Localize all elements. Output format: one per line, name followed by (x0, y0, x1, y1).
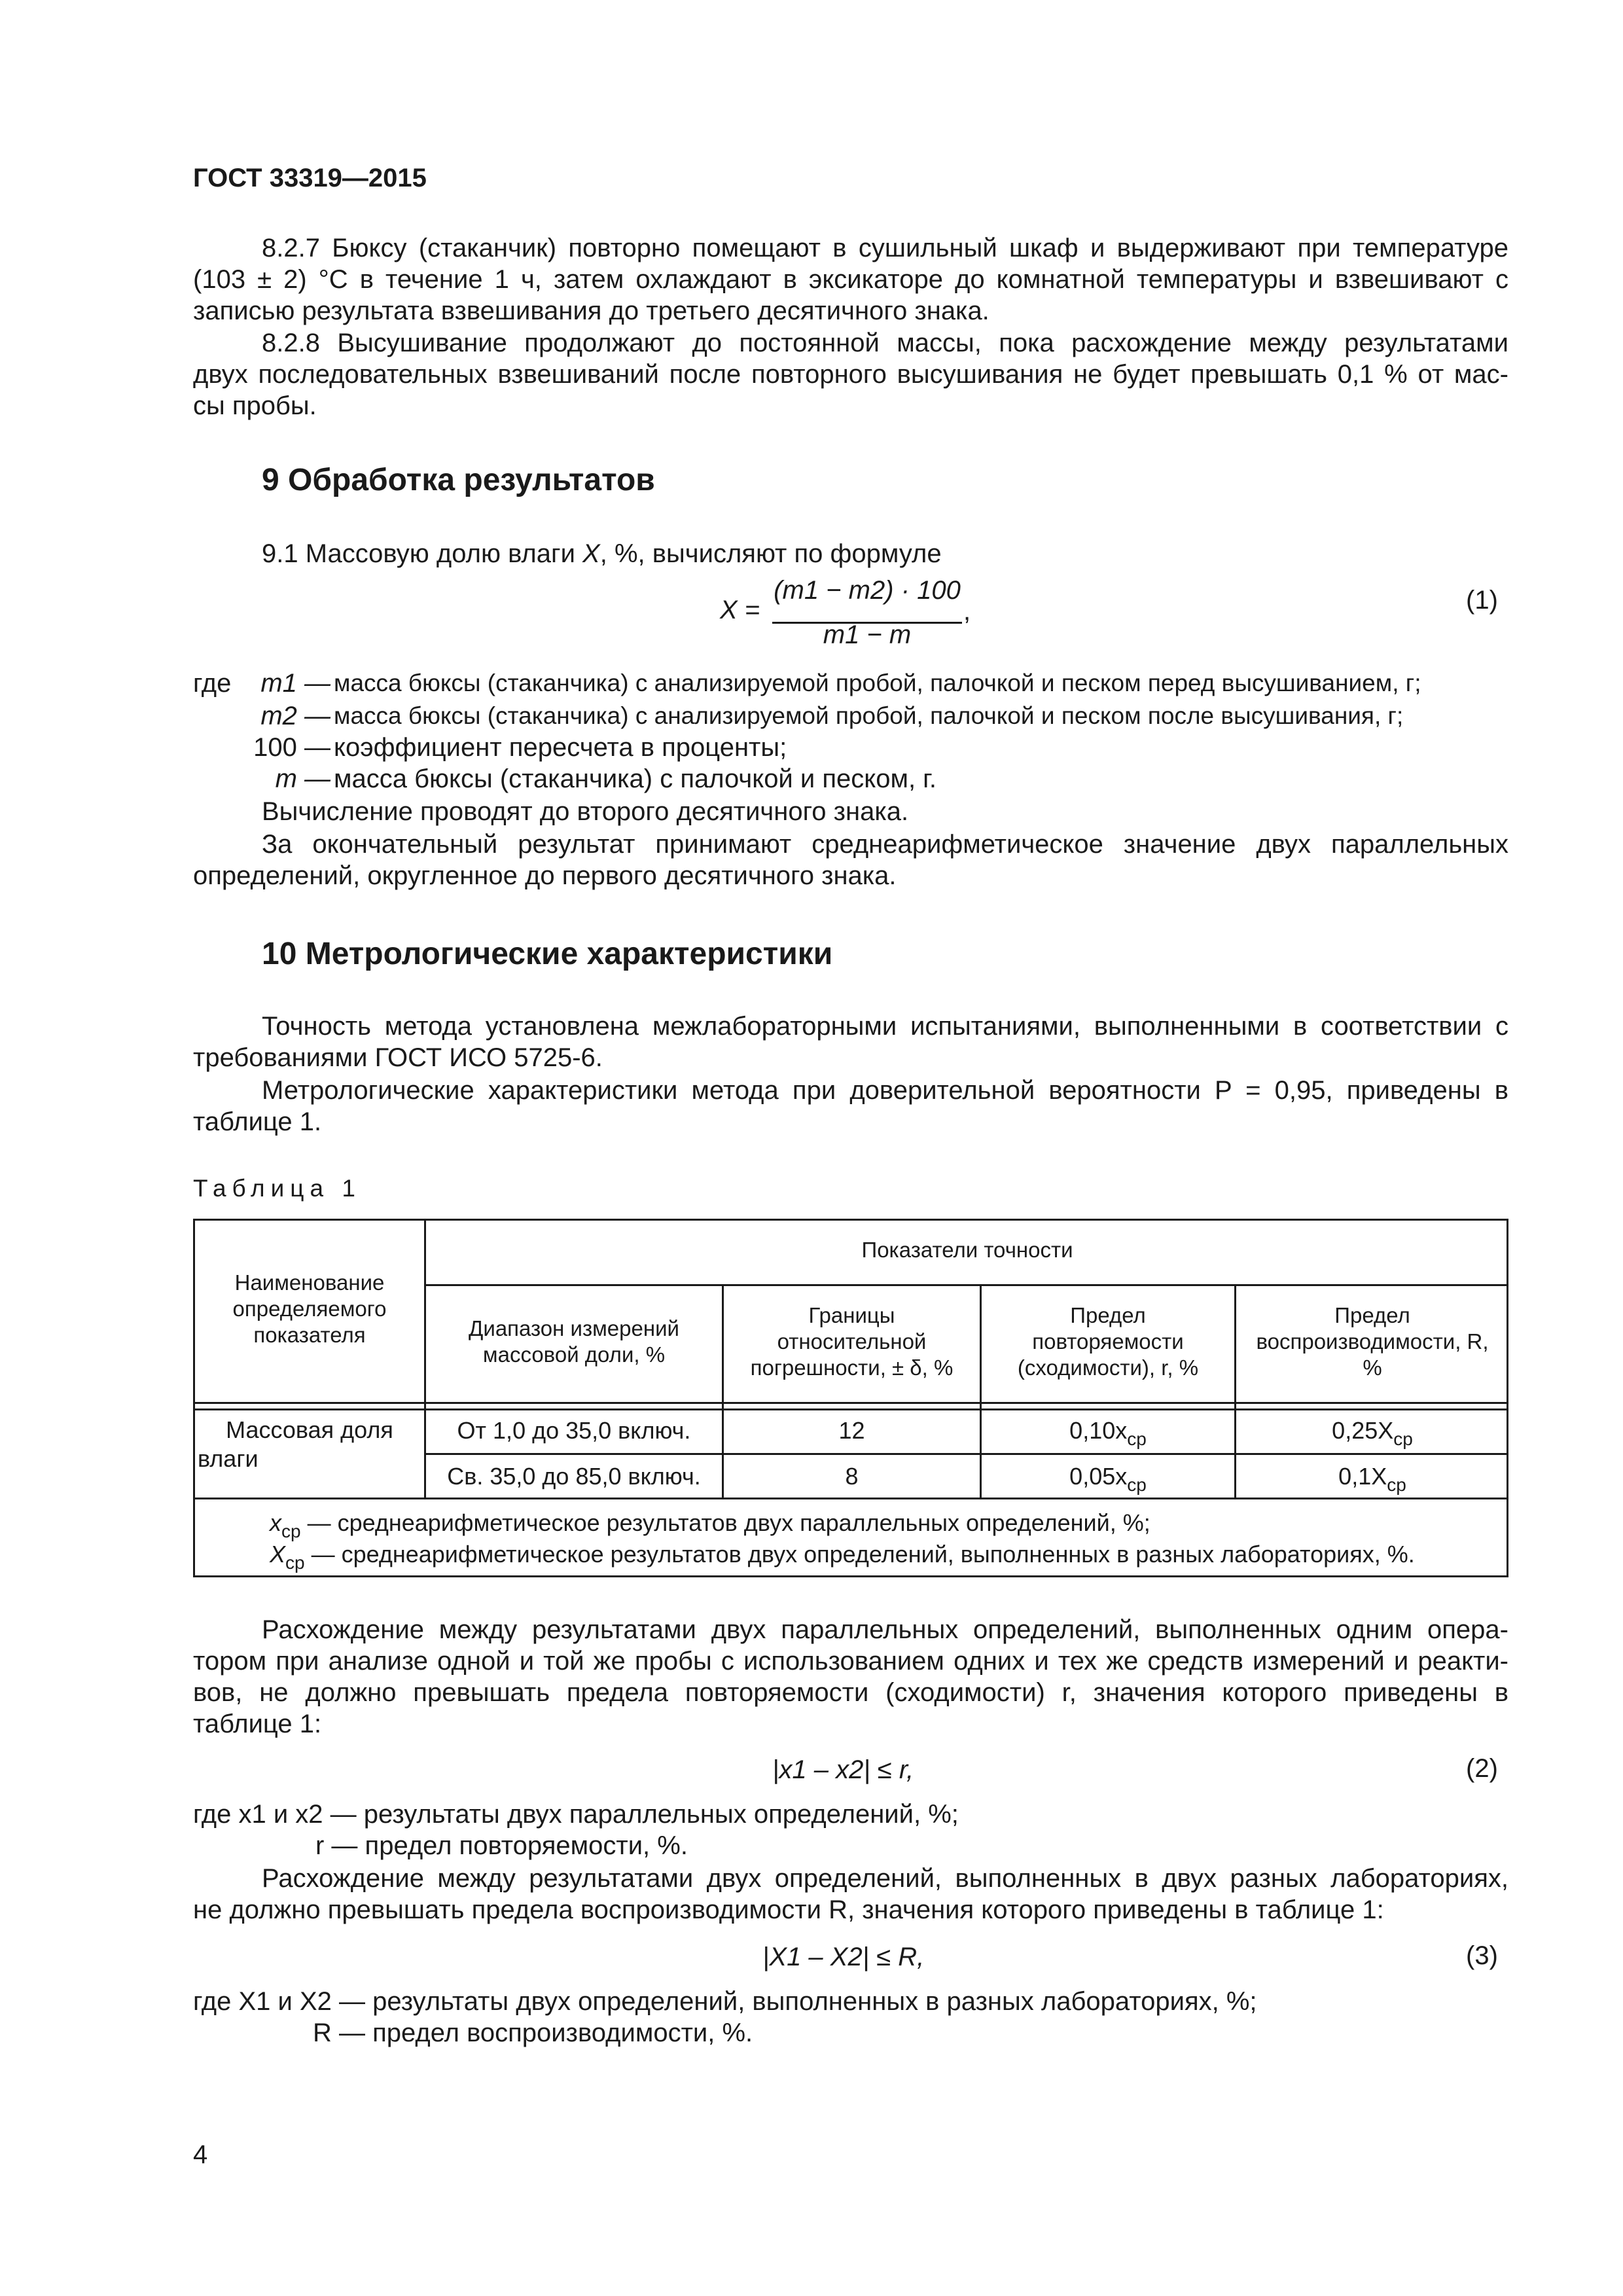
formula-3-where-2: R — предел воспроизводимости, %. (313, 2018, 753, 2047)
page-number: 4 (193, 2140, 208, 2169)
repeat-para-line3: вов, не должно превышать предела повторяемости (сходимости) r, значения которого приведены в (193, 1678, 1508, 1707)
where-text-m1: масса бюксы (стаканчика) с анализируемой пробой, палочкой и песком перед высушиванием, г; (334, 670, 1421, 696)
table-row1-reprod: $0,25X_{ср}$ (1332, 1417, 1413, 1449)
table-hline (193, 1498, 1508, 1499)
sec10-para1-line2: требованиями ГОСТ ИСО 5725-6. (193, 1043, 603, 1072)
section-9-heading: 9 Обработка результатов (262, 463, 655, 497)
table-row1-range: От 1,0 до 35,0 включ. (457, 1417, 691, 1444)
table-col-repeat-header: Предел повторяемости (сходимости), r, % (1017, 1303, 1199, 1380)
where-sym-m: m — (275, 764, 330, 793)
repeat-para-line4: таблице 1: (193, 1710, 322, 1738)
final-result-line2: определений, округленное до первого десятичного знака. (193, 861, 897, 890)
para-828-line3: сы пробы. (193, 391, 317, 420)
where-sym-m2: m2 — (260, 702, 330, 730)
table-note-xcp: $x_{ср}$ — среднеарифметическое результатов двух параллельных определений, %; (270, 1509, 1150, 1541)
table-row2-reprod: $0,1X_{ср}$ (1338, 1463, 1406, 1495)
formula-1-lhs: X = (720, 596, 760, 624)
table-col-bounds-header: Границы относительной погрешности, ± δ, % (750, 1303, 954, 1380)
table-1-caption: Таблица 1 (193, 1175, 361, 1202)
para-828-line1: 8.2.8 Высушивание продолжают до постоянной массы, пока расхождение между результатами (262, 329, 1508, 357)
calc-note: Вычисление проводят до второго десятичного знака. (262, 797, 909, 826)
table-row2-repeat: $0,05x_{ср}$ (1069, 1463, 1147, 1495)
where-text-m2: масса бюксы (стаканчика) с анализируемой пробой, палочкой и песком после высушивания, г; (334, 702, 1404, 729)
para-827-line3: записью результата взвешивания до третьего десятичного знака. (193, 296, 990, 325)
where-sym-m1: m1 — (260, 669, 330, 698)
formula-3-where-1: где X1 и X2 — результаты двух определений, выполненных в разных лабораториях, %; (193, 1987, 1257, 2016)
formula-1-comma: , (963, 597, 971, 626)
document-code-header: ГОСТ 33319—2015 (193, 164, 427, 192)
table-row2-range: Св. 35,0 до 85,0 включ. (447, 1463, 701, 1490)
table-row-name: Массовая доля влаги (198, 1416, 393, 1472)
table-note-Xcp: $X_{ср}$ — среднеарифметическое результатов двух определений, выполненных в разных лабораториях, %. (270, 1541, 1415, 1573)
table-col-name-header: Наименование определяемого показателя (232, 1270, 387, 1347)
formula-2: |x1 – x2| ≤ r, (772, 1755, 914, 1784)
final-result-line1: За окончательный результат принимают среднеарифметическое значение двух параллельных (262, 830, 1508, 859)
para-827-line2: (103 ± 2) °С в течение 1 ч, затем охлаждают в эксикаторе до комнатной температуры и взвешивают с (193, 265, 1508, 294)
table-row1-bounds: 12 (838, 1417, 865, 1444)
table-hline (193, 1408, 1508, 1410)
table-row2-bounds: 8 (845, 1463, 859, 1490)
table-hline (424, 1284, 1508, 1286)
section-10-heading: 10 Метрологические характеристики (262, 937, 833, 971)
sec10-para2-line2: таблице 1. (193, 1107, 322, 1136)
where-prefix: где (193, 669, 232, 698)
table-col-reprod-header: Предел воспроизводимости, R, % (1256, 1303, 1489, 1380)
table-hline (193, 1402, 1508, 1404)
table-group-header: Показатели точности (861, 1238, 1073, 1262)
sec10-para1-line1: Точность метода установлена межлабораторными испытаниями, выполненными в соответствии с (262, 1012, 1508, 1041)
formula-3-number: (3) (1466, 1941, 1498, 1970)
sec10-para2-line1: Метрологические характеристики метода при доверительной вероятности P = 0,95, приведены в (262, 1076, 1508, 1105)
repeat-para-line2: тором при анализе одной и той же пробы с использованием одних и тех же средств измерений и реакти- (193, 1647, 1508, 1676)
formula-1-number: (1) (1466, 586, 1498, 615)
where-text-m: масса бюксы (стаканчика) с палочкой и песком, г. (334, 764, 936, 793)
formula-1-denominator: m1 − m (823, 620, 912, 649)
para-827-line1: 8.2.7 Бюксу (стаканчик) повторно помещают в сушильный шкаф и выдерживают при температуре (262, 234, 1508, 262)
formula-2-where-2: r — предел повторяемости, %. (315, 1831, 688, 1860)
reprod-para-line2: не должно превышать предела воспроизводимости R, значения которого приведены в таблице 1: (193, 1895, 1384, 1924)
where-sym-100: 100 — (253, 733, 330, 762)
para-91: 9.1 Массовую долю влаги X, %, вычисляют по формуле (262, 539, 942, 568)
para-828-line2: двух последовательных взвешиваний после повторного высушивания не будет превышать 0,1 % от мас- (193, 360, 1508, 389)
repeat-para-line1: Расхождение между результатами двух параллельных определений, выполненных одним опера- (262, 1615, 1508, 1644)
formula-2-where-1: где x1 и x2 — результаты двух параллельных определений, %; (193, 1800, 959, 1829)
table-col-range-header: Диапазон измерений массовой доли, % (469, 1316, 679, 1367)
table-row1-repeat: $0,10x_{ср}$ (1069, 1417, 1147, 1449)
where-text-100: коэффициент пересчета в проценты; (334, 733, 787, 762)
reprod-para-line1: Расхождение между результатами двух определений, выполненных в двух разных лабораториях, (262, 1864, 1508, 1893)
formula-3: |X1 – X2| ≤ R, (762, 1943, 925, 1971)
formula-1-numerator: (m1 − m2) · 100 (774, 576, 961, 605)
table-hline (424, 1453, 1508, 1455)
formula-2-number: (2) (1466, 1754, 1498, 1783)
